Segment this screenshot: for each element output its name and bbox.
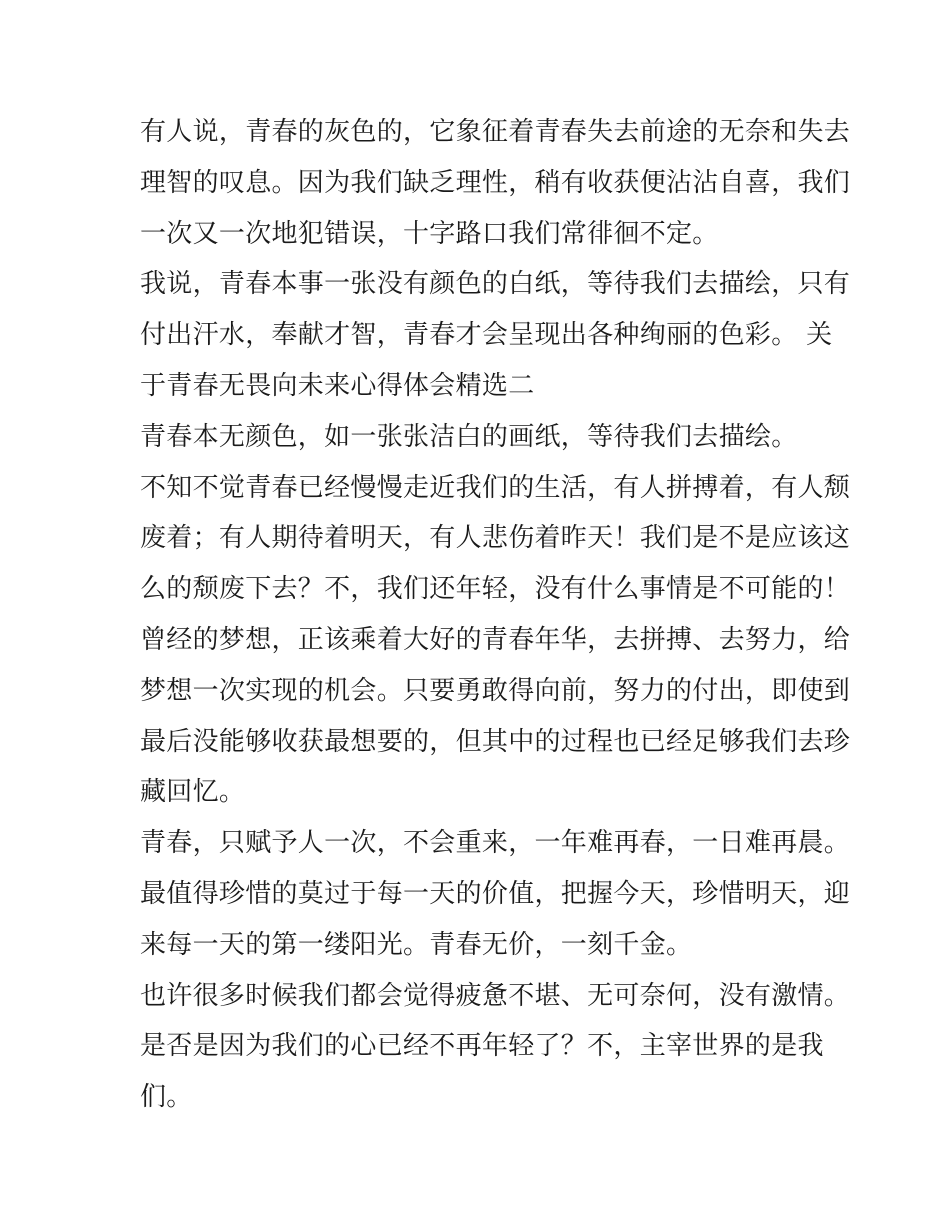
text-line: 我说，青春本事一张没有颜色的白纸，等待我们去描绘，只有 bbox=[140, 269, 851, 300]
text-line: 不知不觉青春已经慢慢走近我们的生活，有人拼搏着，有人颓 bbox=[140, 472, 851, 503]
text-line: 理智的叹息。因为我们缺乏理性，稍有收获便沾沾自喜，我们 bbox=[140, 167, 851, 198]
text-line: 青春，只赋予人一次，不会重来，一年难再春，一日难再晨。 bbox=[140, 828, 851, 859]
body-text bbox=[140, 107, 851, 1123]
text-line: 是否是因为我们的心已经不再年轻了？不，主宰世界的是我 bbox=[140, 1031, 824, 1062]
text-line: 青春本无颜色，如一张张洁白的画纸，等待我们去描绘。 bbox=[140, 421, 798, 452]
text-line: 也许很多时候我们都会觉得疲惫不堪、无可奈何，没有激情。 bbox=[140, 980, 851, 1011]
text-line: 梦想一次实现的机会。只要勇敢得向前，努力的付出，即使到 bbox=[140, 675, 851, 706]
text-line: 来每一天的第一缕阳光。青春无价，一刻千金。 bbox=[140, 929, 693, 960]
text-line: 藏回忆。 bbox=[140, 777, 246, 808]
text-line: 有人说，青春的灰色的，它象征着青春失去前途的无奈和失去 bbox=[140, 117, 851, 147]
text-line: 一次又一次地犯错误，十字路口我们常徘徊不定。 bbox=[140, 218, 719, 249]
text-line: 们。 bbox=[140, 1082, 193, 1113]
text-line: 最后没能够收获最想要的，但其中的过程也已经足够我们去珍 bbox=[140, 726, 851, 757]
text-line: 曾经的梦想，正该乘着大好的青春年华，去拼搏、去努力，给 bbox=[140, 624, 851, 655]
text-line: 废着；有人期待着明天，有人悲伤着昨天！我们是不是应该这 bbox=[140, 523, 851, 554]
text-line: 于青春无畏向未来心得体会精选二 bbox=[140, 370, 535, 401]
text-line: 么的颓废下去？不，我们还年轻，没有什么事情是不可能的！ bbox=[140, 574, 851, 605]
text-line: 最值得珍惜的莫过于每一天的价值，把握今天，珍惜明天，迎 bbox=[140, 878, 851, 909]
text-line: 付出汗水，奉献才智，青春才会呈现出各种绚丽的色彩。 关 bbox=[140, 320, 833, 351]
